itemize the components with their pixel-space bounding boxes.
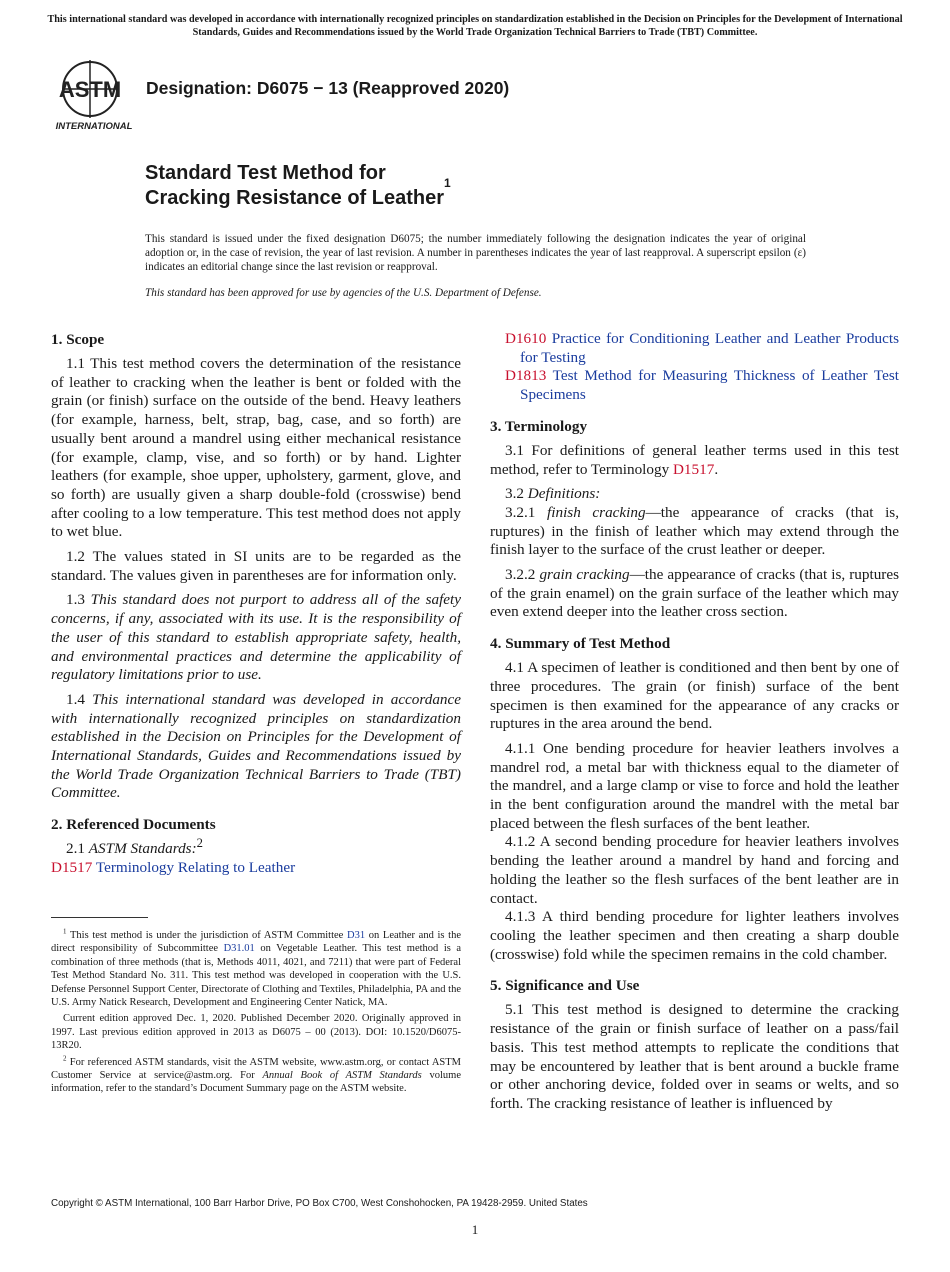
paragraph-1-4-num: 1.4 xyxy=(66,690,85,708)
paragraph-3-2-label: Definitions: xyxy=(527,485,601,503)
paragraph-2-1-num: 2.1 xyxy=(66,840,85,858)
paragraph-3-2-2-num: 3.2.2 xyxy=(505,566,536,584)
paragraph-3-1-text: 3.1 For definitions of general leather terms used in this test method, refer to Terminology xyxy=(490,441,899,478)
paragraph-3-1-period: . xyxy=(714,460,719,478)
paragraph-1-4-text: This international standard was developed in accordance with internationally recognized principles on standardization established in the Decision on Principles for the Development of International Standards, Guides and Recommendations issued by the World Trade Organization Technical Barriers to Trade (TBT) Committee. xyxy=(51,690,462,802)
paragraph-3-2-1-num: 3.2.1 xyxy=(505,503,536,521)
paragraph-1-3-num: 1.3 xyxy=(66,591,85,609)
term-grain-cracking: grain cracking xyxy=(539,566,630,584)
footnotes xyxy=(51,929,461,1099)
reference-code-link[interactable]: D1517 xyxy=(51,858,93,876)
footnote-1-text-a: This test method is under the jurisdiction of ASTM Committee xyxy=(69,930,344,941)
section-heading-referenced-documents: 2. Referenced Documents xyxy=(51,816,216,834)
reference-title-link[interactable]: Test Method for Measuring Thickness of Leather Test Specimens xyxy=(520,367,899,404)
subcommittee-d31-01-link[interactable]: D31.01 xyxy=(223,943,255,955)
footnote-divider xyxy=(51,917,148,918)
title-line-1: Standard Test Method for xyxy=(145,162,386,184)
section-heading-terminology: 3. Terminology xyxy=(490,417,588,435)
reference-d1610 xyxy=(490,330,899,367)
document-title xyxy=(145,161,451,211)
paragraph-2-1 xyxy=(51,836,461,859)
section-heading-scope: 1. Scope xyxy=(51,331,105,348)
footnote-1 xyxy=(51,929,461,1009)
paragraph-3-2-num: 3.2 xyxy=(505,485,524,503)
paragraph-3-2-2 xyxy=(490,566,899,622)
footnote-2 xyxy=(51,1056,461,1096)
footnote-2-italic: Annual Book of ASTM Standards xyxy=(262,1070,422,1082)
paragraph-3-2 xyxy=(490,485,899,504)
astm-logo-graphic xyxy=(52,56,136,132)
reference-code-link[interactable]: D1813 xyxy=(505,367,547,385)
footnote-1-mark: 1 xyxy=(63,927,67,936)
logo-text: ASTM xyxy=(58,77,122,102)
issuance-statement: This standard is issued under the fixed designation D6075; the number immediately following the designation indicates the year of original adoption or, in the case of revision, the year of last revision. A number in parentheses indicates the year of last reapproval. A superscript epsilon (ε) indicates an editorial change since the last revision or reapproval. xyxy=(145,233,806,273)
footnote-2-mark: 2 xyxy=(63,1054,67,1063)
definition-finish-cracking: —the appearance of cracks (that is, ruptures) in the finish of leather which may extend through the finish layer to the surface of the crust leather or deeper. xyxy=(490,503,900,559)
dod-approval-statement: This standard has been approved for use by agencies of the U.S. Department of Defense. xyxy=(145,287,542,299)
title-line-2 xyxy=(145,176,451,211)
reference-title-link[interactable]: Terminology Relating to Leather xyxy=(95,858,296,876)
section-heading-summary: 4. Summary of Test Method xyxy=(490,635,671,653)
paragraph-3-2-1 xyxy=(490,504,899,560)
footnote-1-text-b: on Leather and is the direct responsibility of Subcommittee xyxy=(51,930,461,955)
reference-d1517 xyxy=(51,859,461,878)
paragraph-1-2: 1.2 The values stated in SI units are to be regarded as the standard. The values given in parentheses are for information only. xyxy=(51,548,461,584)
copyright-footer: Copyright © ASTM International, 100 Barr Harbor Drive, PO Box C700, West Conshohocken, PA 19428-2959. United States xyxy=(51,1198,588,1209)
left-column xyxy=(51,330,461,878)
footnote-2-text-a: For referenced ASTM standards, visit the ASTM website, www.astm.org, or contact ASTM Customer Service at service@astm.org. For xyxy=(51,1056,461,1082)
copyright-notice-header: This international standard was developed in accordance with internationally recognized principles on standardization established in the Decision on Principles for the Development of International Standards, Guides and Recommendations issued by the World Trade Organization Technical Barriers to Trade (TBT) Committee. xyxy=(47,14,903,38)
section-heading-significance: 5. Significance and Use xyxy=(490,977,640,995)
paragraph-4-1-3: 4.1.3 A third bending procedure for lighter leathers involves cooling the leather specimen and then creating a sharp double (crosswise) fold while the specimen remains in the cold chamber. xyxy=(490,908,899,963)
reference-d1813 xyxy=(490,367,899,404)
paragraph-2-1-sup: 2 xyxy=(196,836,203,851)
paragraph-3-1 xyxy=(490,442,899,479)
committee-d31-link[interactable]: D31 xyxy=(347,930,366,941)
paragraph-4-1: 4.1 A specimen of leather is conditioned and then bent by one of three procedures. The grain (or finish) surface of the bent specimen is then examined for the appearance of any cracks or ruptures in the area around the bend. xyxy=(490,659,899,733)
reference-title-link[interactable]: Practice for Conditioning Leather and Leather Products for Testing xyxy=(520,330,899,366)
paragraph-4-1-1: 4.1.1 One bending procedure for heavier leathers involves a mandrel rod, a metal bar with thickness equal to the diameter of the mandrel, and a large clamp or vise to force and hold the leather in the bent configuration around the mandrel with the metal bar placed between the flesh surfaces of the bent leather. xyxy=(490,739,899,832)
terminology-d1517-link[interactable]: D1517 xyxy=(672,460,715,478)
logo-subtext: INTERNATIONAL xyxy=(55,121,133,132)
footnote-2-text-b: volume information, refer to the standard’s Document Summary page on the ASTM website. xyxy=(51,1070,462,1095)
footnote-1-text-c: on Vegetable Leather. This test method is a combination of three methods (that is, Methods 4011, 4021, and 7211) that were part of Federal Test Method Standard No. 311. This test method was developed in cooperation with the U.S. Defense Personnel Support Center, Directorate of Clothing and Textiles, Philadelphia, PA and the U.S. Army Natick Research, Development and Engineering Center Natick, MA. xyxy=(51,943,462,1009)
astm-logo xyxy=(52,56,136,132)
edition-note: Current edition approved Dec. 1, 2020. Published December 2020. Originally approved in 1997. Last previous edition approved in 2013 as D6075 – 00 (2013). DOI: 10.1520/D6075-13R20. xyxy=(51,1013,461,1052)
reference-code-link[interactable]: D1610 xyxy=(505,330,547,347)
title-line-2-text: Cracking Resistance of Leather xyxy=(145,187,444,209)
paragraph-1-4 xyxy=(51,691,461,803)
paragraph-1-3 xyxy=(51,591,461,685)
paragraph-1-1: 1.1 This test method covers the determination of the resistance of leather to cracking when the leather is bent or folded with the grain (or finish) surface on the outside of the bend. Heavy leathers (for example, harness, belt, strap, bag, case, and so forth) are usually bent around a mandrel using either mechanical resistance (for example, clamp, vise, and so forth) or by hand. Lighter leathers (for example, shoe upper, upholstery, garment, glove, and so forth) are usually given a sharp double-fold (crosswise) bend after cooling to a low temperature. This test method does not apply to wet blue. xyxy=(51,355,461,541)
paragraph-2-1-label: ASTM Standards: xyxy=(88,840,197,858)
designation: Designation: D6075 − 13 (Reapproved 2020) xyxy=(146,78,510,98)
paragraph-5-1: 5.1 This test method is designed to determine the cracking resistance of the grain or finish surface of leather on a pass/fail basis. This test method attempts to replicate the conditions that may be encountered by leather that is bent around a buckle frame or other anchoring device, folded over in seams or welts, and so forth. The cracking resistance of leather is influenced by xyxy=(490,1001,899,1112)
paragraph-4-1-2: 4.1.2 A second bending procedure for heavier leathers involves bending the leather around a mandrel by hand and forcing and holding the leather so the flesh surfaces of the bent leather are in contact. xyxy=(490,833,899,907)
paragraph-1-3-text: This standard does not purport to address all of the safety concerns, if any, associated with its use. It is the responsibility of the user of this standard to establish appropriate safety, health, and environmental practices and determine the applicability of regulatory limitations prior to use. xyxy=(51,591,462,684)
page-number: 1 xyxy=(471,1222,479,1237)
definition-grain-cracking: —the appearance of cracks (that is, ruptures of the grain enamel) on the grain surface of the leather which may even extend deeper into the leather cross section. xyxy=(490,566,899,621)
title-footnote-mark: 1 xyxy=(444,176,451,190)
term-finish-cracking: finish cracking xyxy=(547,503,646,521)
right-column xyxy=(490,330,899,1120)
